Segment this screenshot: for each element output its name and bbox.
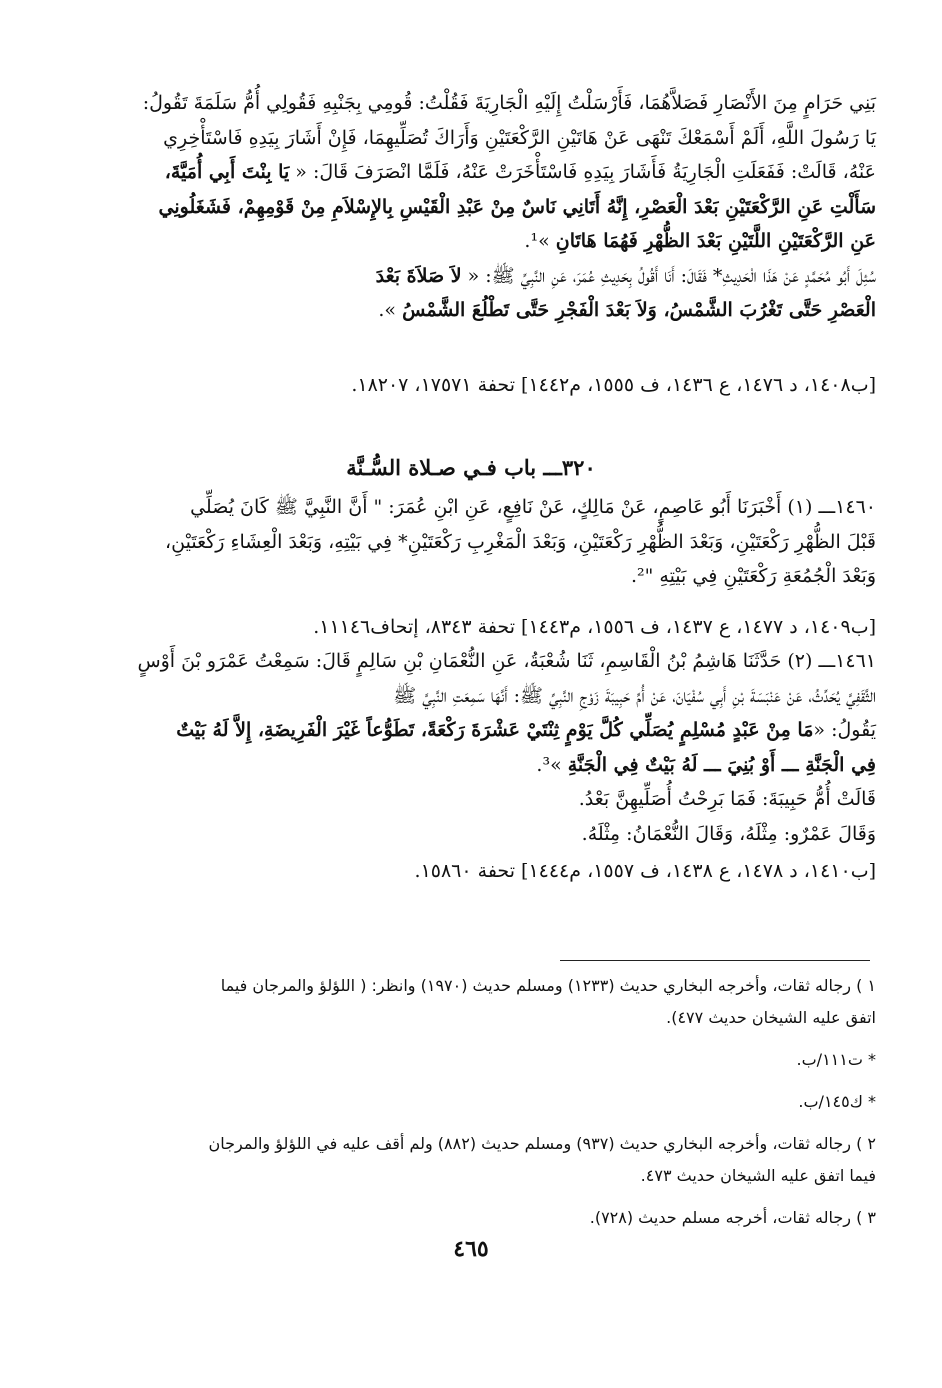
footnote-divider — [560, 960, 870, 961]
cross-reference: [ب١٤٠٩، د ١٤٧٧، ع ١٤٣٧، ف ١٥٥٦، م١٤٤٣] تحفة ٨٣٤٣، إتحاف١١١٤٦. — [313, 616, 876, 638]
footnote-star: * ت١١١/ب. — [796, 1050, 876, 1069]
text-line: الثَّقَفِيَّ يُحَدِّثُ، عَنْ عَنْبَسَةَ بْنِ أَبِي سُفْيَانَ، عَنْ أُمِّ حَبِيبَةَ زَوْجِ النَّبِيِّ ﷺ: أَنَّهَا سَمِعَتِ النَّبِيَّ ﷺ — [393, 684, 876, 707]
footnote: ١ ) رجاله ثقات، وأخرجه البخاري حديث (١٢٣٣) ومسلم حديث (١٩٧٠) وانظر: ( اللؤلؤ والمرجان فيما اتفق عليه الشيخان حديث ٤٧٧). — [220, 976, 876, 1027]
text-line: ١٤٦١ـــ (٢) حَدَّثَنَا هَاشِمُ بْنُ الْقَاسِمِ، ثَنَا شُعْبَةُ، عَنِ النُّعْمَانِ بْنِ سَالِمٍ قَالَ: سَمِعْتُ عَمْرَو بْنَ أَوْسٍ — [137, 650, 876, 672]
text-line: يَا رَسُولَ اللَّهِ، أَلَمْ أَسْمَعْكَ تَنْهَى عَنْ هَاتَيْنِ الرَّكْعَتَيْنِ وَأَرَاكَ تُصَلِّيهِمَا، فَإِنْ أَشَارَ بِيَدِهِ فَاسْتَأْخِرِي — [163, 126, 876, 149]
footnote: ٢ ) رجاله ثقات، وأخرجه البخاري حديث (٩٣٧) ومسلم حديث (٨٨٢) ولم أقف عليه في اللؤلؤ والمرجان فيما اتفق عليه الشيخان حديث ٤٧٣. — [208, 1134, 876, 1185]
cross-reference: [ب١٤٠٨، د ١٤٧٦، ع ١٤٣٦، ف ١٥٥٥، م١٤٤٢] تحفة ١٧٥٧١، ١٨٢٠٧. — [351, 374, 876, 396]
text-line: عَنِ الرَّكْعَتَيْنِ اللَّتَيْنِ بَعْدَ الظُّهْرِ فَهُمَا هَاتَانِ »¹. — [524, 230, 876, 252]
hadith-1461 — [70, 644, 876, 851]
text-line: يَقُولُ: «مَا مِنْ عَبْدٍ مُسْلِمٍ يُصَلِّي كُلَّ يَوْمٍ ثِنْتَيْ عَشْرَةَ رَكْعَةً، تَطَوُّعاً غَيْرَ الْفَرِيضَةِ، إِلاَّ لَهُ بَيْتٌ — [176, 719, 876, 741]
text-line: وَبَعْدَ الْجُمُعَةِ رَكْعَتَيْنِ فِي بَيْتِهِ "². — [630, 565, 876, 587]
prophet-quote: عَنِ الرَّكْعَتَيْنِ اللَّتَيْنِ بَعْدَ الظُّهْرِ فَهُمَا هَاتَانِ — [555, 230, 876, 252]
page-number: ٤٦٥ — [453, 1236, 489, 1262]
prophet-quote: الْعَصْرِ حَتَّى تَغْرُبَ الشَّمْسُ، وَلاَ بَعْدَ الْفَجْرِ حَتَّى تَطْلُعَ الشَّمْسُ — [402, 299, 876, 321]
text-line: قَبْلَ الظُّهْرِ رَكْعَتَيْنِ، وَبَعْدَ الظُّهْرِ رَكْعَتَيْنِ، وَبَعْدَ الْمَغْرِبِ رَكْعَتَيْنِ* فِي بَيْتِهِ، وَبَعْدَ الْعِشَاءِ رَكْعَتَيْنِ، — [165, 530, 876, 553]
prophet-quote: يَا بِنْتَ أَبِي أُمَيَّةَ، — [164, 161, 290, 183]
text-line: عَنْهُ، قَالَتْ: فَفَعَلَتِ الْجَارِيَةُ فَأَشَارَ بِيَدِهِ فَاسْتَأْخَرَتْ عَنْهُ، فَلَمَّا انْصَرَفَ قَالَ: « يَا بِنْتَ أَبِي أُمَيَّةَ، — [164, 161, 876, 183]
text-line: فِي الْجَنَّةِ ـــ أَوْ بُنِيَ ـــ لَهُ بَيْتٌ فِي الْجَنَّةِ »³. — [536, 753, 876, 776]
text-line: بَنِي حَرَامٍ مِنَ الأَنْصَارِ فَصَلاَّهُمَا، فَأَرْسَلْتُ إِلَيْهِ الْجَارِيَةَ فَقُلْتُ: قُومِي بِجَنْبِهِ فَقُولِي أُمُّ سَلَمَةَ تَقُولُ: — [142, 92, 876, 114]
chapter-title: ٣٢٠ـــ باب فـي صـلاة السُّـنَّة — [346, 455, 596, 480]
prophet-quote: مَا مِنْ عَبْدٍ مُسْلِمٍ يُصَلِّي كُلَّ يَوْمٍ ثِنْتَيْ عَشْرَةَ رَكْعَةً، تَطَوُّعاً غَيْرَ الْفَرِيضَةِ، إِلاَّ لَهُ بَيْتٌ — [176, 719, 814, 741]
footnotes — [70, 970, 876, 1244]
prophet-quote: فِي الْجَنَّةِ ـــ أَوْ بُنِيَ ـــ لَهُ بَيْتٌ فِي الْجَنَّةِ — [567, 753, 876, 776]
hadith-1460 — [70, 490, 876, 594]
text-line: ١٤٦٠ـــ (١) أَخْبَرَنَا أَبُو عَاصِمٍ، عَنْ مَالِكٍ، عَنْ نَافِعٍ، عَنِ ابْنِ عُمَرَ: " أَنَّ النَّبِيَّ ﷺ كَانَ يُصَلِّي — [190, 496, 876, 518]
section-continuation — [70, 86, 876, 328]
text-line: الْعَصْرِ حَتَّى تَغْرُبَ الشَّمْسُ، وَلاَ بَعْدَ الْفَجْرِ حَتَّى تَطْلُعَ الشَّمْسُ ». — [378, 299, 876, 321]
cross-reference: [ب١٤١٠، د ١٤٧٨، ع ١٤٣٨، ف ١٥٥٧، م١٤٤٤] تحفة ١٥٨٦٠. — [414, 860, 876, 882]
text-line: سُئِلَ أَبُو مُحَمَّدٍ عَنْ هَذَا الْحَدِيثِ* فَقَالَ: أَنَا أَقُولُ بِحَدِيثِ عُمَرَ، عَنِ النَّبِيِّ ﷺ: « لاَ صَلاَةَ بَعْدَ — [375, 264, 876, 287]
text-line: وَقَالَ عَمْرٌو: مِثْلَهُ، وَقَالَ النُّعْمَانُ: مِثْلَهُ. — [581, 822, 876, 845]
text-line: قَالَتْ أُمُّ حَبِيبَةَ: فَمَا بَرِحْتُ أُصَلِّيهِنَّ بَعْدُ. — [578, 788, 876, 810]
footnote-star: * ك١٤٥/ب. — [798, 1092, 876, 1111]
footnote: ٣ ) رجاله ثقات، أخرجه مسلم حديث (٧٢٨). — [589, 1208, 876, 1227]
prophet-quote: لاَ صَلاَةَ بَعْدَ — [375, 264, 462, 287]
prophet-quote: سَأَلْتِ عَنِ الرَّكْعَتَيْنِ بَعْدَ الْعَصْرِ، إِنَّهُ أَتَانِي نَاسٌ مِنْ عَبْدِ الْقَيْسِ بِالإِسْلاَمِ مِنْ قَوْمِهِمْ، فَشَغَلُونِي — [158, 195, 876, 218]
